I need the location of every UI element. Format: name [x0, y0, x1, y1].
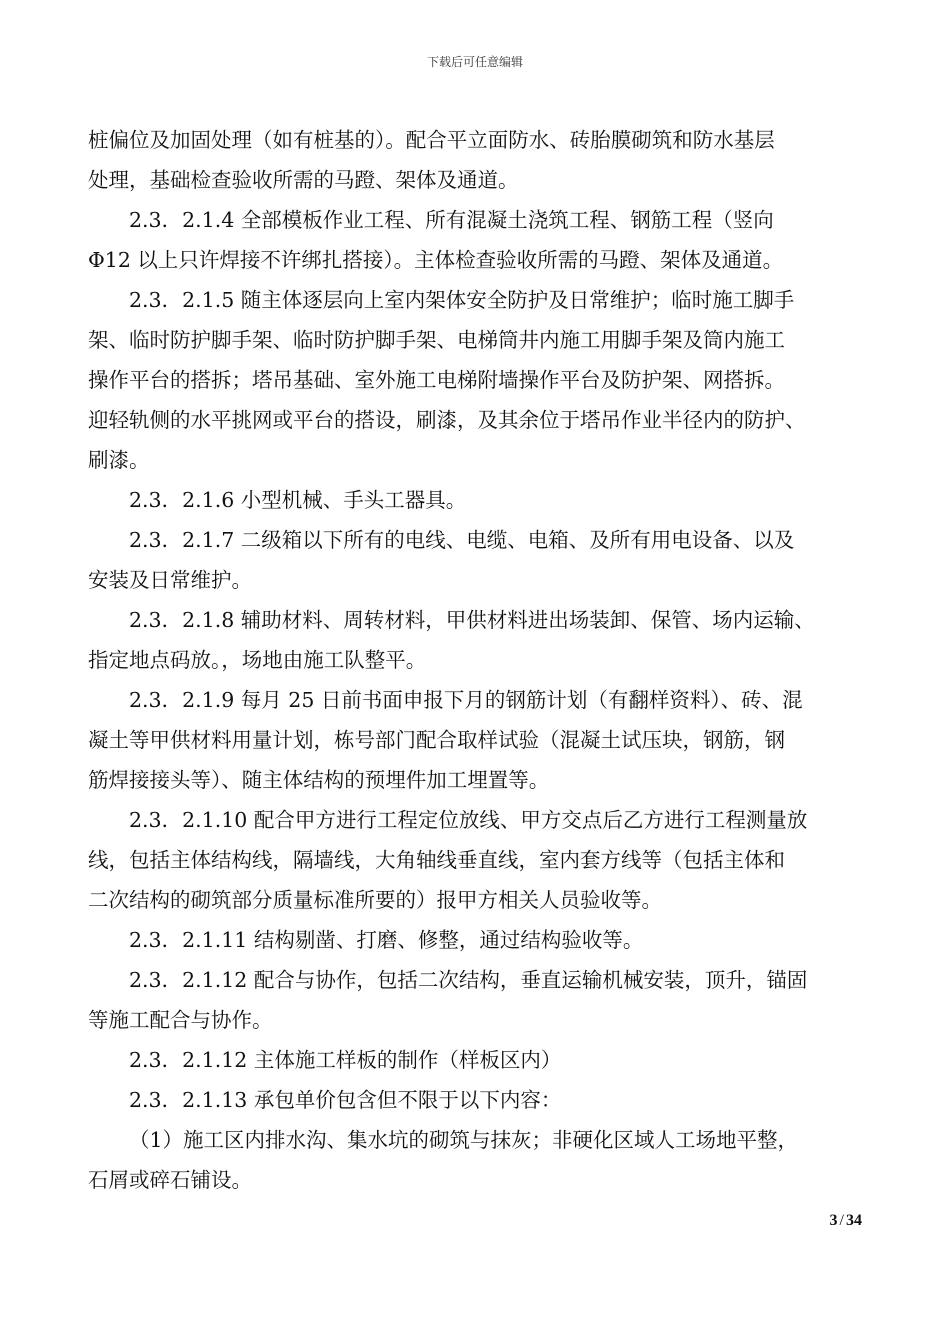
- text-line: 石屑或碎石铺设。: [88, 1168, 252, 1192]
- document-body: [88, 120, 872, 1200]
- text-line: 2.3．2.1.13 承包单价包含但不限于以下内容：: [129, 1088, 562, 1112]
- text-line: 筋焊接接头等）、随主体结构的预埋件加工埋置等。: [88, 768, 550, 792]
- text-line: 指定地点码放。，场地由施工队整平。: [88, 648, 427, 672]
- current-page: 3: [829, 1212, 838, 1229]
- text-line: 2.3．2.1.6 小型机械、手头工器具。: [129, 488, 467, 512]
- text-line: Φ12 以上只许焊接不许绑扎搭接）。主体检查验收所需的马蹬、架体及通道。: [88, 248, 784, 272]
- text-line: 2.3．2.1.9 每月 25 日前书面申报下月的钢筋计划（有翻样资料）、砖、混: [129, 688, 803, 712]
- page-header: 下载后可任意编辑: [426, 55, 523, 69]
- total-pages: 34: [846, 1212, 862, 1229]
- text-line: 2.3．2.1.12 配合与协作，包括二次结构，垂直运输机械安装，顶升，锚固: [129, 968, 808, 992]
- text-line: 线，包括主体结构线，隔墙线，大角轴线垂直线，室内套方线等（包括主体和: [88, 848, 785, 872]
- text-line: 刷漆。: [88, 448, 150, 472]
- text-line: 2.3．2.1.8 辅助材料、周转材料，甲供材料进出场装卸、保管、场内运输、: [129, 608, 815, 632]
- text-line: 2.3．2.1.12 主体施工样板的制作（样板区内）: [129, 1048, 562, 1072]
- text-line: 等施工配合与协作。: [88, 1008, 273, 1032]
- text-line: 2.3．2.1.5 随主体逐层向上室内架体安全防护及日常维护；临时施工脚手: [129, 288, 795, 312]
- text-line: 2.3．2.1.10 配合甲方进行工程定位放线、甲方交点后乙方进行工程测量放: [129, 808, 808, 832]
- text-line: 桩偏位及加固处理（如有桩基的）。配合平立面防水、砖胎膜砌筑和防水基层: [88, 128, 775, 152]
- text-line: 2.3．2.1.7 二级箱以下所有的电线、电缆、电箱、及所有用电设备、以及: [129, 528, 795, 552]
- text-line: 安装及日常维护。: [88, 568, 252, 592]
- text-line: 操作平台的搭拆；塔吊基础、室外施工电梯附墙操作平台及防护架、网搭拆。: [88, 368, 785, 392]
- text-line: 迎轻轨侧的水平挑网或平台的搭设，刷漆，及其余位于塔吊作业半径内的防护、: [88, 408, 806, 432]
- text-line: 处理，基础检查验收所需的马蹬、架体及通道。: [88, 168, 519, 192]
- text-line: 2.3．2.1.11 结构剔凿、打磨、修整，通过结构验收等。: [129, 928, 644, 952]
- text-line: （1）施工区内排水沟、集水坑的砌筑与抹灰；非硬化区域人工场地平整，: [129, 1128, 799, 1152]
- page-number: [830, 1212, 862, 1230]
- text-line: 2.3．2.1.4 全部模板作业工程、所有混凝土浇筑工程、钢筋工程（竖向: [129, 208, 774, 232]
- text-line: 二次结构的砌筑部分质量标准所要的）报甲方相关人员验收等。: [88, 888, 662, 912]
- text-line: 凝土等甲供材料用量计划，栋号部门配合取样试验（混凝土试压块，钢筋，钢: [88, 728, 785, 752]
- page-separator: /: [839, 1212, 844, 1229]
- text-line: 架、临时防护脚手架、临时防护脚手架、电梯筒井内施工用脚手架及筒内施工: [88, 328, 785, 352]
